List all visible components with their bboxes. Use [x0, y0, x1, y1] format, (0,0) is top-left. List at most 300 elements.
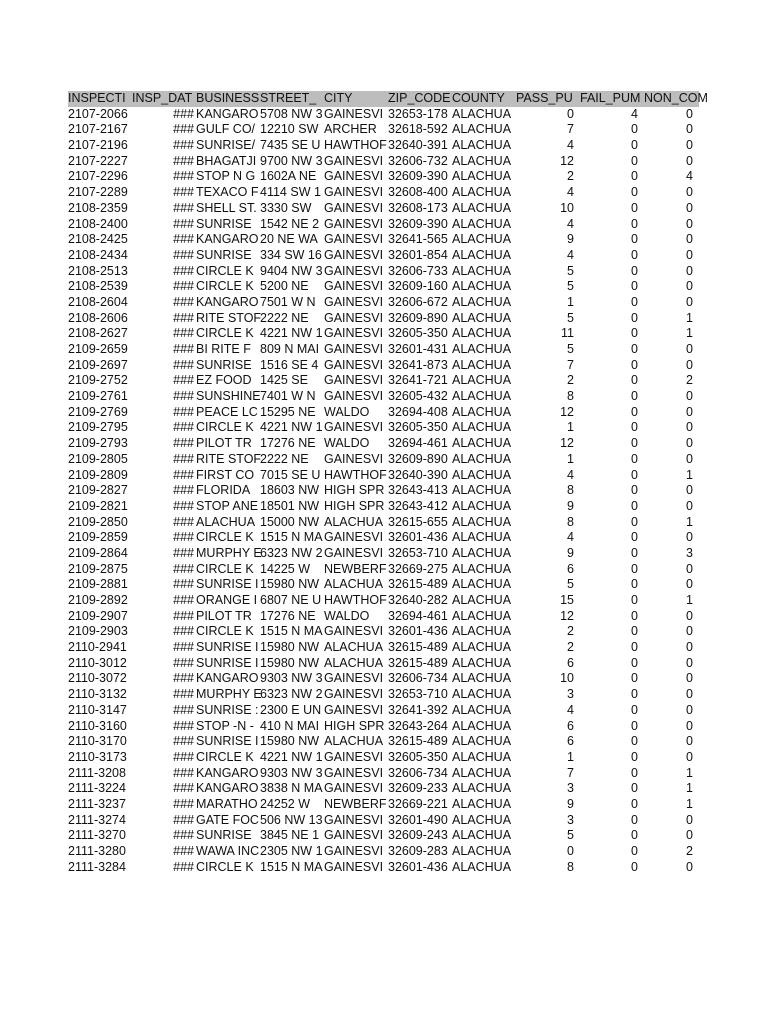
non-compliance-cell: 0	[686, 404, 693, 419]
city-cell: GAINESVI	[324, 671, 384, 686]
zip-code-cell: 32641-392	[388, 702, 448, 717]
fail-pump-cell: 0	[631, 749, 638, 764]
insp-date-cell: ###	[173, 294, 194, 309]
county-cell: ALACHUA	[452, 828, 512, 843]
business-cell: PEACE LC	[196, 405, 260, 421]
pass-pump-cell: 10	[560, 200, 574, 215]
table-row	[68, 295, 699, 311]
fail-pump-cell: 0	[631, 389, 638, 404]
fail-pump-cell: 4	[631, 106, 638, 121]
business-cell: CIRCLE K	[196, 326, 260, 342]
pass-pump-cell: 5	[567, 828, 574, 843]
header-county: COUNTY	[452, 91, 505, 105]
street-cell: 6323 NW 2	[260, 687, 323, 702]
business-cell: SUNRISE	[196, 248, 260, 264]
street-cell: 2222 NE	[260, 310, 309, 325]
city-cell: GAINESVI	[324, 342, 384, 356]
fail-pump-cell: 0	[631, 247, 638, 262]
fail-pump-cell: 0	[631, 828, 638, 843]
zip-code-cell: 32606-734	[388, 671, 448, 686]
header-street: STREET_	[260, 91, 317, 105]
city-cell: GAINESVI	[324, 828, 384, 843]
fail-pump-cell: 0	[631, 593, 638, 607]
non-compliance-cell: 0	[686, 812, 693, 827]
inspection-id-cell: 2108-2425	[68, 232, 128, 247]
county-cell: ALACHUA	[452, 702, 512, 717]
business-cell: STOP N G	[196, 169, 260, 185]
non-compliance-cell: 0	[686, 451, 693, 466]
inspection-id-cell: 2107-2296	[68, 169, 128, 184]
table-row	[68, 656, 699, 672]
inspection-id-cell: 2110-3170	[68, 734, 127, 749]
street-cell: 7401 W N	[260, 389, 316, 404]
inspection-id-cell: 2107-2167	[68, 122, 128, 137]
city-cell: GAINESVI	[324, 859, 384, 874]
inspection-id-cell: 2107-2227	[68, 153, 128, 168]
city-cell: HIGH SPR	[324, 498, 385, 513]
inspection-id-cell: 2109-2793	[68, 436, 128, 451]
pass-pump-cell: 5	[567, 342, 574, 356]
table-row	[68, 530, 699, 546]
business-cell: SUNRISE I	[196, 734, 259, 749]
business-cell: TEXACO F	[196, 185, 259, 200]
city-cell: GAINESVI	[324, 294, 384, 309]
header-business: BUSINESS	[196, 91, 260, 105]
business-cell: CIRCLE K	[196, 530, 260, 546]
business-cell: KANGARO	[196, 232, 259, 247]
county-cell: ALACHUA	[452, 844, 512, 858]
table-row	[68, 201, 699, 217]
insp-date-cell: ###	[173, 812, 194, 827]
business-cell: BHAGATJI	[196, 154, 260, 170]
business-cell: CIRCLE K	[196, 624, 260, 640]
pass-pump-cell: 4	[567, 467, 574, 482]
non-compliance-cell: 0	[686, 828, 693, 843]
zip-code-cell: 32608-400	[388, 185, 448, 200]
zip-code-cell: 32609-390	[388, 216, 448, 231]
pass-pump-cell: 11	[561, 326, 574, 341]
zip-code-cell: 32653-178	[388, 106, 448, 121]
fail-pump-cell: 0	[631, 844, 638, 858]
table-row	[68, 248, 699, 264]
business-cell: KANGARO	[196, 781, 259, 796]
non-compliance-cell: 1	[686, 467, 693, 482]
fail-pump-cell: 0	[631, 734, 638, 749]
fail-pump-cell: 0	[631, 561, 638, 576]
inspection-id-cell: 2108-2434	[68, 247, 128, 262]
insp-date-cell: ###	[173, 781, 194, 796]
zip-code-cell: 32609-890	[388, 310, 448, 325]
street-cell: 410 N MAI	[260, 718, 320, 733]
non-compliance-cell: 0	[686, 153, 693, 168]
insp-date-cell: ###	[173, 451, 194, 466]
county-cell: ALACHUA	[452, 436, 512, 451]
fail-pump-cell: 0	[631, 796, 638, 811]
zip-code-cell: 32609-243	[388, 828, 448, 843]
non-compliance-cell: 0	[686, 483, 693, 498]
non-compliance-cell: 0	[686, 687, 693, 702]
inspection-id-cell: 2109-2850	[68, 514, 128, 529]
table-row	[68, 624, 699, 640]
street-cell: 15980 NW	[260, 577, 320, 592]
business-cell: GULF CO/	[196, 122, 260, 138]
business-cell: CIRCLE K	[196, 420, 260, 436]
non-compliance-cell: 0	[686, 279, 693, 294]
street-cell: 1515 N MA	[260, 530, 323, 545]
pass-pump-cell: 3	[567, 812, 574, 827]
business-cell: KANGARO	[196, 106, 259, 121]
business-cell: SUNRISE/	[196, 138, 260, 154]
non-compliance-cell: 0	[686, 420, 693, 435]
county-cell: ALACHUA	[452, 138, 512, 153]
city-cell: GAINESVI	[324, 232, 384, 247]
non-compliance-cell: 3	[686, 545, 693, 560]
non-compliance-cell: 0	[686, 498, 693, 513]
fail-pump-cell: 0	[631, 640, 638, 655]
inspection-id-cell: 2109-2821	[68, 498, 128, 513]
pass-pump-cell: 7	[567, 122, 574, 137]
street-cell: 9303 NW 3	[260, 765, 323, 780]
header-non-compliance: NON_COM	[644, 91, 708, 105]
inspection-id-cell: 2111-3280	[68, 844, 126, 858]
inspection-id-cell: 2107-2289	[68, 185, 128, 200]
header-insp-date: INSP_DAT	[132, 91, 193, 105]
table-row	[68, 185, 699, 201]
county-cell: ALACHUA	[452, 294, 512, 309]
zip-code-cell: 32641-873	[388, 357, 448, 372]
pass-pump-cell: 4	[567, 138, 574, 153]
inspection-id-cell: 2109-2859	[68, 530, 128, 545]
city-cell: WALDO	[324, 404, 370, 419]
non-compliance-cell: 4	[686, 169, 693, 184]
fail-pump-cell: 0	[631, 483, 638, 498]
table-row	[68, 781, 699, 797]
insp-date-cell: ###	[173, 263, 194, 278]
non-compliance-cell: 0	[686, 232, 693, 247]
fail-pump-cell: 0	[631, 263, 638, 278]
county-cell: ALACHUA	[452, 389, 512, 404]
inspection-id-cell: 2108-2513	[68, 263, 128, 278]
fail-pump-cell: 0	[631, 765, 638, 780]
city-cell: HAWTHOF	[324, 593, 387, 607]
insp-date-cell: ###	[173, 247, 194, 262]
inspection-id-cell: 2110-2941	[68, 640, 127, 655]
non-compliance-cell: 0	[686, 200, 693, 215]
business-cell: CIRCLE K	[196, 279, 260, 295]
business-cell: WAWA INC	[196, 844, 260, 858]
business-cell: ORANGE I	[196, 593, 260, 609]
business-cell: KANGARO	[196, 765, 259, 780]
city-cell: GAINESVI	[324, 545, 384, 560]
fail-pump-cell: 0	[631, 153, 638, 168]
zip-code-cell: 32615-489	[388, 655, 448, 670]
fail-pump-cell: 0	[631, 138, 638, 153]
pass-pump-cell: 9	[567, 498, 574, 513]
business-cell: PILOT TR	[196, 436, 260, 452]
city-cell: GAINESVI	[324, 200, 384, 215]
county-cell: ALACHUA	[452, 373, 512, 388]
header-city: CITY	[324, 91, 353, 105]
pass-pump-cell: 9	[567, 232, 574, 247]
county-cell: ALACHUA	[452, 216, 512, 231]
county-cell: ALACHUA	[452, 279, 512, 294]
business-cell: SUNRISE I	[196, 577, 259, 592]
county-cell: ALACHUA	[452, 796, 512, 811]
non-compliance-cell: 1	[686, 781, 693, 796]
zip-code-cell: 32694-461	[388, 436, 448, 451]
insp-date-cell: ###	[173, 185, 194, 200]
county-cell: ALACHUA	[452, 687, 512, 702]
non-compliance-cell: 0	[686, 247, 693, 262]
pass-pump-cell: 12	[560, 608, 574, 623]
header-fail-pump: FAIL_PUM	[580, 91, 641, 105]
insp-date-cell: ###	[173, 593, 194, 607]
zip-code-cell: 32606-732	[388, 153, 448, 168]
table-row	[68, 766, 699, 782]
zip-code-cell: 32615-655	[388, 514, 448, 529]
pass-pump-cell: 6	[567, 718, 574, 733]
pass-pump-cell: 6	[567, 734, 574, 749]
non-compliance-cell: 1	[686, 593, 693, 607]
county-cell: ALACHUA	[452, 169, 512, 184]
street-cell: 9404 NW 3	[260, 263, 323, 278]
business-cell: SHELL ST.	[196, 201, 260, 217]
fail-pump-cell: 0	[631, 671, 638, 686]
insp-date-cell: ###	[173, 687, 194, 702]
inspection-id-cell: 2111-3208	[68, 765, 126, 780]
county-cell: ALACHUA	[452, 263, 512, 278]
non-compliance-cell: 0	[686, 122, 693, 137]
table-row	[68, 389, 699, 405]
pass-pump-cell: 1	[567, 294, 574, 309]
street-cell: 14225 W	[260, 561, 311, 576]
insp-date-cell: ###	[173, 216, 194, 231]
street-cell: 4221 NW 1	[260, 749, 323, 764]
insp-date-cell: ###	[173, 859, 194, 874]
business-cell: GATE FOC	[196, 812, 259, 827]
pass-pump-cell: 12	[560, 153, 574, 168]
fail-pump-cell: 0	[631, 498, 638, 513]
non-compliance-cell: 0	[686, 671, 693, 686]
pass-pump-cell: 0	[567, 106, 574, 121]
data-rows	[68, 107, 699, 876]
business-cell: STOP -N -	[196, 719, 260, 735]
zip-code-cell: 32640-282	[388, 593, 448, 607]
business-cell: SUNRISE I	[196, 640, 259, 655]
business-cell: SUNSHINE	[196, 389, 261, 404]
business-cell: PILOT TR	[196, 609, 260, 625]
street-cell: 3838 N MA	[260, 781, 323, 796]
insp-date-cell: ###	[173, 342, 194, 356]
zip-code-cell: 32609-160	[388, 279, 448, 294]
pass-pump-cell: 6	[567, 655, 574, 670]
city-cell: GAINESVI	[324, 451, 384, 466]
street-cell: 1425 SE	[260, 373, 308, 388]
pass-pump-cell: 2	[567, 624, 574, 639]
business-cell: CIRCLE K	[196, 860, 260, 876]
zip-code-cell: 32643-264	[388, 718, 448, 733]
non-compliance-cell: 0	[686, 357, 693, 372]
table-row	[68, 436, 699, 452]
inspection-id-cell: 2110-3173	[68, 749, 127, 764]
street-cell: 2305 NW 1	[260, 844, 323, 858]
non-compliance-cell: 0	[686, 263, 693, 278]
fail-pump-cell: 0	[631, 216, 638, 231]
city-cell: ALACHUA	[324, 640, 384, 655]
insp-date-cell: ###	[173, 357, 194, 372]
table-row	[68, 499, 699, 515]
insp-date-cell: ###	[173, 404, 194, 419]
city-cell: GAINESVI	[324, 357, 384, 372]
pass-pump-cell: 8	[567, 514, 574, 529]
table-row	[68, 468, 699, 484]
county-cell: ALACHUA	[452, 185, 512, 200]
business-cell: STOP ANE	[196, 498, 259, 513]
insp-date-cell: ###	[173, 828, 194, 843]
street-cell: 18501 NW	[260, 498, 320, 513]
fail-pump-cell: 0	[631, 436, 638, 451]
non-compliance-cell: 0	[686, 624, 693, 639]
business-cell: RITE STOF	[196, 310, 262, 325]
county-cell: ALACHUA	[452, 451, 512, 466]
city-cell: GAINESVI	[324, 279, 384, 294]
fail-pump-cell: 0	[631, 357, 638, 372]
non-compliance-cell: 0	[686, 216, 693, 231]
insp-date-cell: ###	[173, 545, 194, 560]
county-cell: ALACHUA	[452, 530, 512, 545]
header-zip-code: ZIP_CODE	[388, 91, 451, 105]
zip-code-cell: 32669-221	[388, 796, 448, 811]
inspection-id-cell: 2111-3224	[68, 781, 126, 796]
pass-pump-cell: 4	[567, 247, 574, 262]
insp-date-cell: ###	[173, 561, 194, 576]
fail-pump-cell: 0	[631, 859, 638, 874]
header-row	[68, 91, 708, 107]
street-cell: 15980 NW	[260, 734, 320, 749]
pass-pump-cell: 12	[560, 404, 574, 419]
pass-pump-cell: 9	[567, 545, 574, 560]
county-cell: ALACHUA	[452, 718, 512, 733]
insp-date-cell: ###	[173, 153, 194, 168]
city-cell: NEWBERF	[324, 796, 387, 811]
insp-date-cell: ###	[173, 436, 194, 451]
inspection-id-cell: 2109-2697	[68, 357, 128, 372]
city-cell: GAINESVI	[324, 844, 384, 858]
fail-pump-cell: 0	[631, 404, 638, 419]
inspection-id-cell: 2109-2903	[68, 624, 128, 639]
street-cell: 2300 E UN	[260, 702, 322, 717]
insp-date-cell: ###	[173, 624, 194, 639]
street-cell: 1516 SE 4	[260, 357, 319, 372]
pass-pump-cell: 1	[567, 749, 574, 764]
non-compliance-cell: 2	[686, 844, 693, 858]
non-compliance-cell: 1	[686, 765, 693, 780]
inspection-id-cell: 2111-3270	[68, 828, 126, 843]
inspection-id-cell: 2108-2604	[68, 294, 128, 309]
table-row	[68, 797, 699, 813]
street-cell: 1515 N MA	[260, 624, 323, 639]
zip-code-cell: 32615-489	[388, 577, 448, 592]
insp-date-cell: ###	[173, 530, 194, 545]
business-cell: RITE STOF	[196, 451, 262, 466]
pass-pump-cell: 4	[567, 216, 574, 231]
county-cell: ALACHUA	[452, 671, 512, 686]
city-cell: GAINESVI	[324, 812, 384, 827]
county-cell: ALACHUA	[452, 483, 512, 498]
fail-pump-cell: 0	[631, 232, 638, 247]
street-cell: 506 NW 13	[260, 812, 323, 827]
insp-date-cell: ###	[173, 844, 194, 858]
street-cell: 12210 SW	[260, 122, 319, 137]
table-row	[68, 860, 699, 876]
zip-code-cell: 32694-408	[388, 404, 448, 419]
zip-code-cell: 32606-734	[388, 765, 448, 780]
fail-pump-cell: 0	[631, 169, 638, 184]
county-cell: ALACHUA	[452, 624, 512, 639]
zip-code-cell: 32605-432	[388, 389, 448, 404]
insp-date-cell: ###	[173, 106, 194, 121]
fail-pump-cell: 0	[631, 781, 638, 796]
insp-date-cell: ###	[173, 640, 194, 655]
non-compliance-cell: 0	[686, 561, 693, 576]
street-cell: 4221 NW 1	[260, 326, 323, 341]
county-cell: ALACHUA	[452, 498, 512, 513]
table-row	[68, 264, 699, 280]
city-cell: GAINESVI	[324, 216, 384, 231]
inspection-id-cell: 2111-3284	[68, 859, 126, 874]
zip-code-cell: 32601-436	[388, 530, 448, 545]
table-row	[68, 577, 699, 593]
street-cell: 20 NE WA	[260, 232, 318, 247]
non-compliance-cell: 0	[686, 718, 693, 733]
pass-pump-cell: 5	[567, 263, 574, 278]
zip-code-cell: 32618-592	[388, 122, 448, 137]
business-cell: MARATHO	[196, 797, 260, 813]
fail-pump-cell: 0	[631, 122, 638, 137]
business-cell: SUNRISE	[196, 828, 260, 844]
fail-pump-cell: 0	[631, 812, 638, 827]
fail-pump-cell: 0	[631, 200, 638, 215]
street-cell: 24252 W	[260, 796, 311, 811]
fail-pump-cell: 0	[631, 279, 638, 294]
table-row	[68, 703, 699, 719]
business-cell: CIRCLE K	[196, 562, 260, 578]
table-row	[68, 138, 699, 154]
zip-code-cell: 32606-672	[388, 294, 448, 309]
fail-pump-cell: 0	[631, 608, 638, 623]
fail-pump-cell: 0	[631, 655, 638, 670]
fail-pump-cell: 0	[631, 310, 638, 325]
business-cell: KANGARO	[196, 294, 259, 309]
zip-code-cell: 32694-461	[388, 608, 448, 623]
table-row	[68, 311, 699, 327]
insp-date-cell: ###	[173, 169, 194, 184]
fail-pump-cell: 0	[631, 342, 638, 356]
inspection-id-cell: 2110-3132	[68, 687, 127, 702]
city-cell: GAINESVI	[324, 185, 384, 200]
street-cell: 1602A NE	[260, 169, 317, 184]
insp-date-cell: ###	[173, 232, 194, 247]
non-compliance-cell: 0	[686, 749, 693, 764]
non-compliance-cell: 1	[686, 310, 693, 325]
zip-code-cell: 32601-436	[388, 624, 448, 639]
pass-pump-cell: 2	[567, 169, 574, 184]
table-row	[68, 154, 699, 170]
non-compliance-cell: 2	[686, 373, 693, 388]
county-cell: ALACHUA	[452, 781, 512, 796]
county-cell: ALACHUA	[452, 326, 512, 341]
zip-code-cell: 32608-173	[388, 200, 448, 215]
